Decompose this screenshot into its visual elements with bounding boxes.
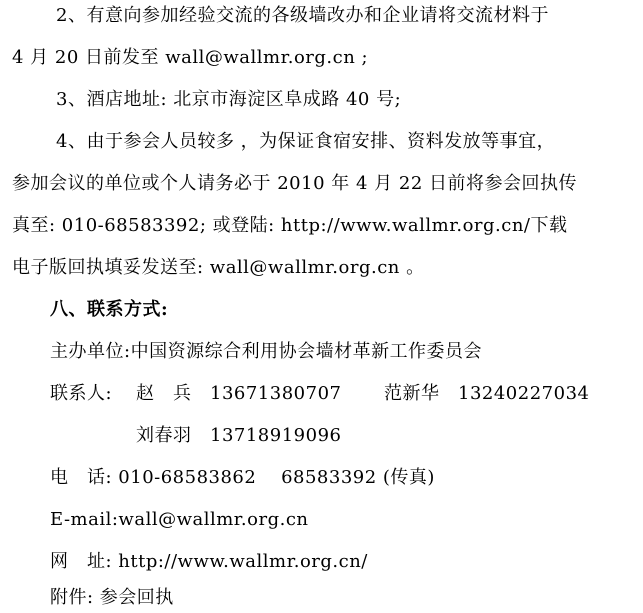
email-line: E-mail:wall@wallmr.org.cn bbox=[50, 509, 309, 530]
contact-fan-xinhua: 范新华 13240227034 bbox=[384, 383, 590, 404]
note-item-4-line-4: 电子版回执填妥发送至: wall@wallmr.org.cn 。 bbox=[12, 257, 425, 278]
phone-line: 电 话: 010-68583862 68583392 (传真) bbox=[50, 467, 435, 488]
note-item-4-line-3: 真至: 010-68583392; 或登陆: http://www.wallmr.org.cn/下载 bbox=[12, 215, 568, 236]
website-line: 网 址: http://www.wallmr.org.cn/ bbox=[50, 551, 368, 572]
organizer-line: 主办单位:中国资源综合利用协会墙材革新工作委员会 bbox=[50, 341, 483, 362]
contacts-label: 联系人: bbox=[50, 383, 113, 404]
note-item-4-line-2: 参加会议的单位或个人请务必于 2010 年 4 月 22 日前将参会回执传 bbox=[12, 173, 577, 194]
contact-zhao-bing: 赵 兵 13671380707 bbox=[136, 383, 342, 404]
contact-liu-chunyu: 刘春羽 13718919096 bbox=[136, 425, 342, 446]
note-item-2-line-1: 2、有意向参加经验交流的各级墙改办和企业请将交流材料于 bbox=[56, 5, 549, 26]
note-item-2-line-2: 4 月 20 日前发至 wall@wallmr.org.cn ; bbox=[12, 47, 369, 68]
contact-section-heading: 八、联系方式: bbox=[50, 299, 169, 320]
note-item-4-line-1: 4、由于参会人员较多 ，为保证食宿安排、资料发放等事宜， bbox=[56, 131, 556, 152]
attachment-line: 附件: 参会回执 bbox=[50, 587, 174, 608]
note-item-3: 3、酒店地址: 北京市海淀区阜成路 40 号; bbox=[56, 89, 402, 110]
